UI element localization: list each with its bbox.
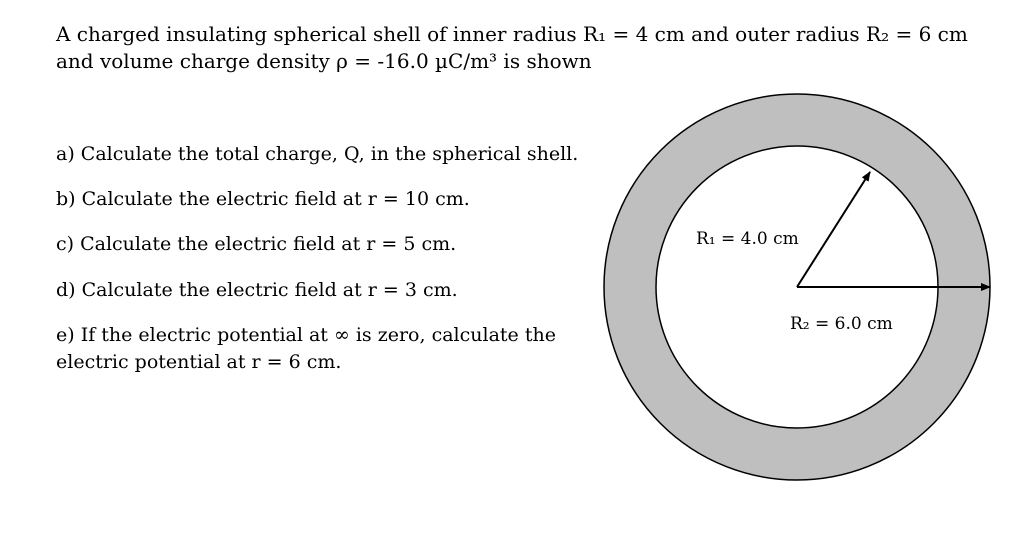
question-e-text-line-2: electric potential at r = 6 cm. [56, 351, 342, 373]
r1-label: R₁ = 4.0 cm [696, 229, 799, 249]
question-b-text: b) Calculate the electric field at r = 10 cm. [56, 188, 470, 210]
question-d-text: d) Calculate the electric field at r = 3 cm. [56, 279, 458, 301]
question-a-text: a) Calculate the total charge, Q, in the spherical shell. [56, 143, 579, 165]
question-c-text: c) Calculate the electric field at r = 5 cm. [56, 233, 457, 255]
problem-statement-line-2: and volume charge density ρ = -16.0 µC/m³ is shown [56, 49, 592, 73]
problem-statement-line-1: A charged insulating spherical shell of inner radius R₁ = 4 cm and outer radius R₂ = 6 cm [56, 22, 968, 46]
r2-label: R₂ = 6.0 cm [790, 314, 893, 334]
question-e-text-line-1: e) If the electric potential at ∞ is zero, calculate the [56, 324, 556, 346]
